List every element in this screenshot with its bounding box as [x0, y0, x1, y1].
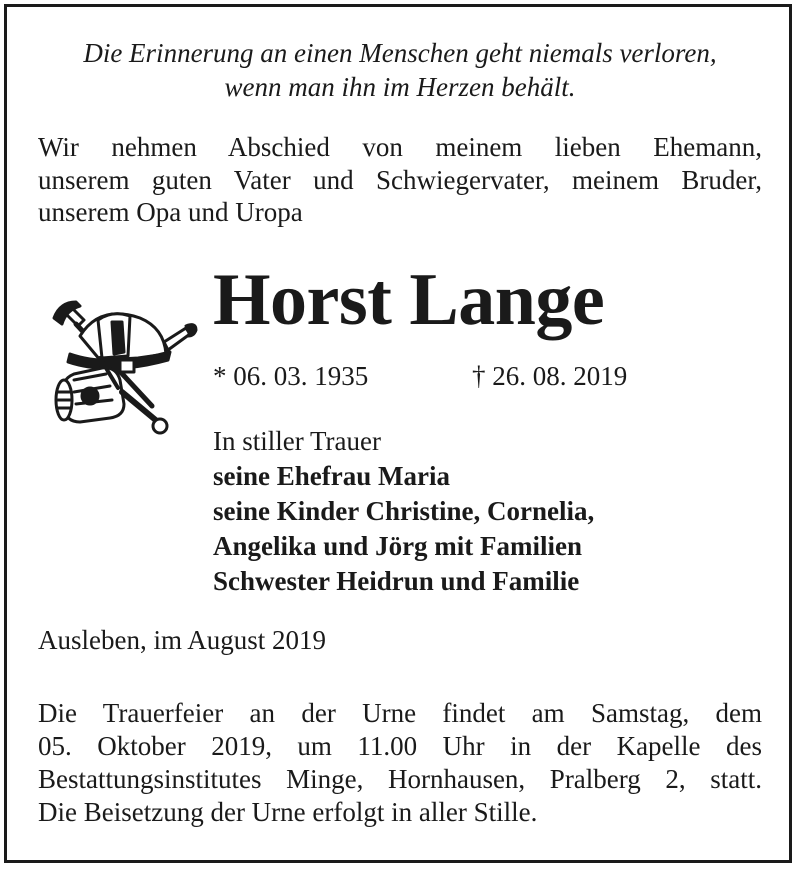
mourner-line: seine Ehefrau Maria: [213, 461, 450, 491]
mourners-heading: In stiller Trauer: [213, 426, 381, 456]
birth-date: * 06. 03. 1935: [213, 361, 369, 391]
motto-quote: [20, 36, 780, 104]
service-line: Bestattungsinstitutes Minge, Hornhausen, Pralberg 2, statt.: [38, 764, 762, 794]
intro-text: [38, 131, 762, 229]
place-date: Ausleben, im August 2019: [38, 625, 326, 655]
motto-line: Die Erinnerung an einen Menschen geht niemals verloren,: [83, 38, 717, 68]
intro-line: unserem Opa und Uropa: [38, 197, 303, 227]
motto-line: wenn man ihn im Herzen behält.: [224, 72, 576, 102]
mourner-line: Schwester Heidrun und Familie: [213, 566, 580, 596]
service-line: Die Beisetzung der Urne erfolgt in aller Stille.: [38, 797, 538, 827]
firefighter-emblem-icon: [40, 296, 200, 442]
service-line: 05. Oktober 2019, um 11.00 Uhr in der Kapelle des: [38, 731, 762, 761]
service-info: [38, 697, 762, 829]
mourners-block: [213, 424, 594, 599]
intro-line: Wir nehmen Abschied von meinem lieben Ehemann,: [38, 132, 762, 162]
death-date: † 26. 08. 2019: [472, 361, 628, 391]
intro-line: unserem guten Vater und Schwiegervater, meinem Bruder,: [38, 164, 762, 195]
deceased-name: Horst Lange: [213, 259, 605, 341]
service-line: Die Trauerfeier an der Urne findet am Samstag, dem: [38, 698, 762, 728]
mourner-line: Angelika und Jörg mit Familien: [213, 531, 583, 561]
mourner-line: seine Kinder Christine, Cornelia,: [213, 496, 595, 526]
